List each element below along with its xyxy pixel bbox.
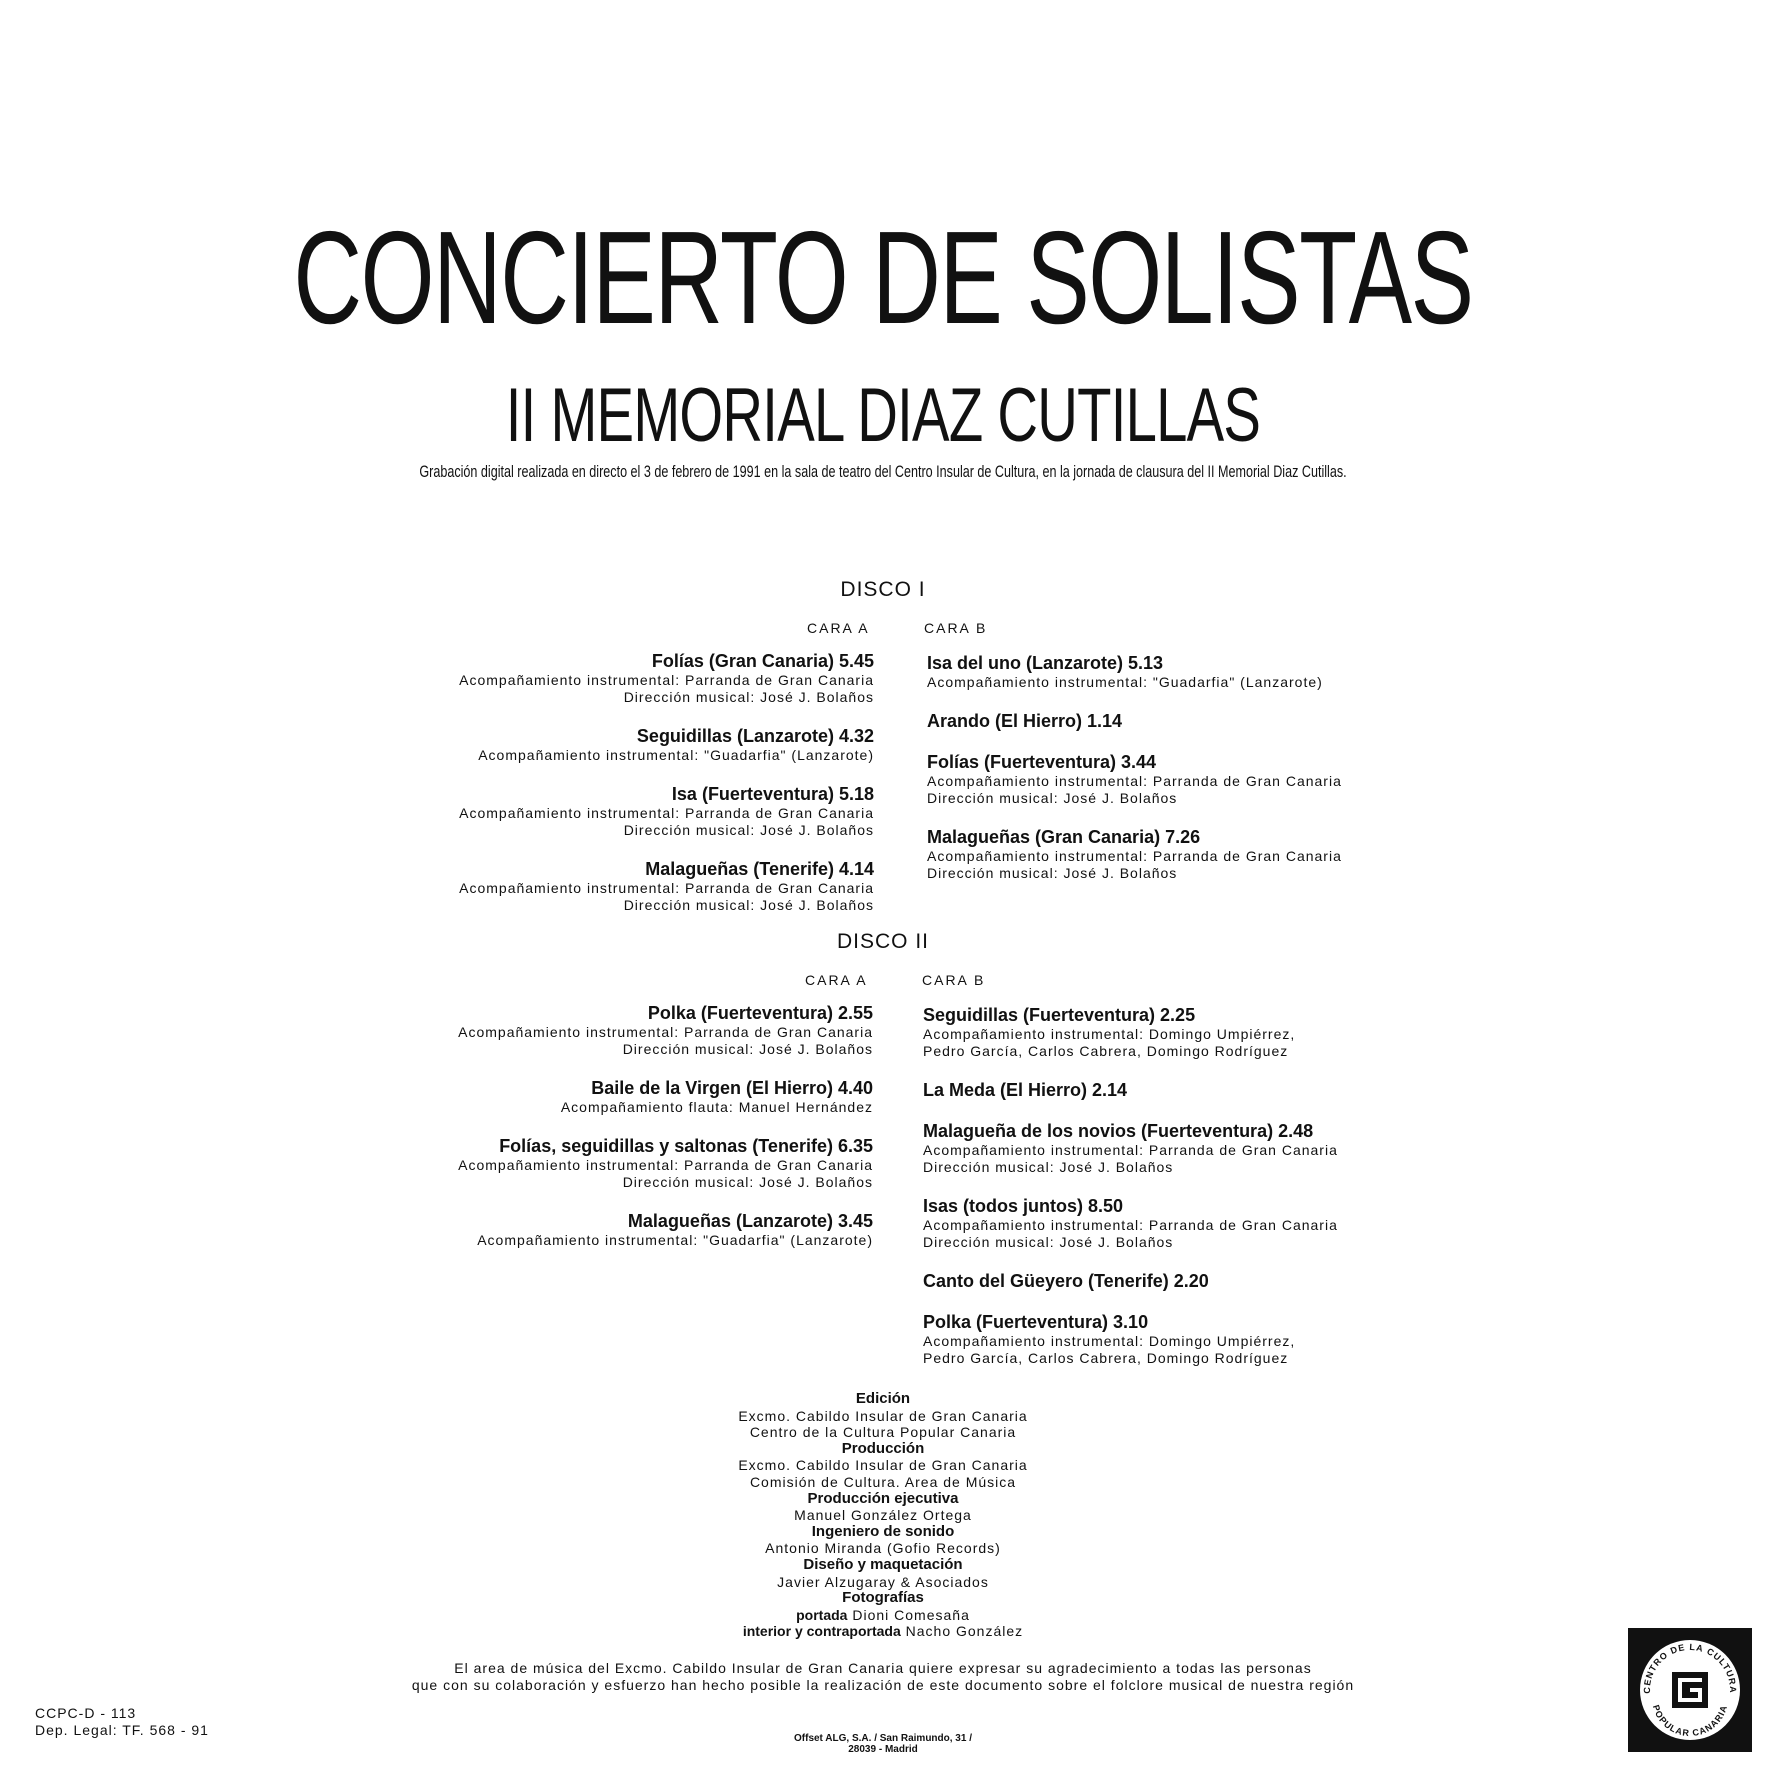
track-note: Acompañamiento instrumental: Parranda de Gran Canaria (458, 1024, 873, 1040)
printer-credit: Offset ALG, S.A. / San Raimundo, 31 / 28039 - Madrid (794, 1733, 972, 1755)
logo-text-bottom: POPULAR CANARIA (1650, 1703, 1730, 1739)
credit-line: Javier Alzugaray & Asociados (777, 1573, 989, 1590)
track-title: Malagueñas (Gran Canaria) 7.26 (927, 827, 1201, 847)
thanks-note (383, 1660, 1383, 1694)
track-note: Acompañamiento flauta: Manuel Hernández (560, 1099, 873, 1115)
credit-line-interior (583, 1623, 1183, 1640)
disco-2-heading: DISCO II (836, 930, 929, 953)
thanks-line: El area de música del Excmo. Cabildo Insular de Gran Canaria quiere expresar su agradecimiento a todas las personas (454, 1660, 1312, 1676)
track-item (404, 725, 874, 764)
track-note: Dirección musical: José J. Bolaños (622, 1041, 873, 1057)
track-title: Isas (todos juntos) 8.50 (923, 1196, 1124, 1216)
track-note: Acompañamiento instrumental: "Guadarfia" (Lanzarote) (478, 747, 874, 763)
credit-name: Nacho González (905, 1623, 1024, 1640)
track-note: Dirección musical: José J. Bolaños (927, 790, 1178, 806)
track-title: La Meda (El Hierro) 2.14 (923, 1080, 1128, 1100)
track-item (404, 783, 874, 839)
track-note: Dirección musical: José J. Bolaños (623, 822, 874, 838)
credit-heading-edicion: Edición (855, 1390, 911, 1407)
track-title: Seguidillas (Fuerteventura) 2.25 (923, 1005, 1196, 1025)
track-item (923, 1120, 1393, 1176)
track-title: Seguidillas (Lanzarote) 4.32 (636, 726, 874, 746)
disco-1-heading: DISCO I (840, 578, 926, 601)
track-title: Folías (Fuerteventura) 3.44 (927, 752, 1157, 772)
track-title: Isa del uno (Lanzarote) 5.13 (927, 653, 1164, 673)
track-note: Acompañamiento instrumental: Parranda de Gran Canaria (459, 880, 874, 896)
track-item (403, 1210, 873, 1249)
disco-1-side-a-tracks (404, 650, 874, 933)
disco-2-side-a-label: CARA A (805, 972, 868, 988)
track-note: Dirección musical: José J. Bolaños (923, 1159, 1174, 1175)
track-item (927, 751, 1397, 807)
track-item (403, 1077, 873, 1116)
disco-1-side-b-label: CARA B (924, 620, 988, 636)
track-item (927, 826, 1397, 882)
track-item (923, 1311, 1393, 1367)
credit-heading-ejecutiva: Producción ejecutiva (807, 1489, 959, 1507)
track-title: Malagueñas (Lanzarote) 3.45 (627, 1211, 873, 1231)
credit-label: portada (796, 1606, 848, 1623)
logo-text-top: CENTRO DE LA CULTURA (1641, 1641, 1739, 1694)
album-subtitle: II MEMORIAL DIAZ CUTILLAS (505, 373, 1261, 458)
credits-block (583, 1391, 1183, 1640)
credit-line: Manuel González Ortega (794, 1507, 972, 1524)
credit-line: Centro de la Cultura Popular Canaria (749, 1424, 1017, 1441)
track-title: Baile de la Virgen (El Hierro) 4.40 (591, 1078, 873, 1098)
track-note: Dirección musical: José J. Bolaños (927, 865, 1178, 881)
catalog-number: CCPC-D - 113 (35, 1705, 137, 1721)
track-title: Folías, seguidillas y saltonas (Tenerife) 6.35 (499, 1136, 873, 1156)
track-note: Acompañamiento instrumental: "Guadarfia" (Lanzarote) (927, 674, 1323, 690)
track-title: Arando (El Hierro) 1.14 (927, 711, 1123, 731)
track-note: Acompañamiento instrumental: Domingo Umpiérrez, (923, 1026, 1296, 1042)
track-item (927, 652, 1397, 691)
credit-heading-produccion: Producción (841, 1439, 925, 1457)
track-note: Dirección musical: José J. Bolaños (622, 1174, 873, 1190)
ccpc-logo-icon (1628, 1628, 1752, 1752)
track-note: Pedro García, Carlos Cabrera, Domingo Rodríguez (923, 1043, 1289, 1059)
credit-name: Dioni Comesaña (852, 1606, 970, 1623)
track-item (923, 1270, 1393, 1292)
track-note: Acompañamiento instrumental: Parranda de Gran Canaria (923, 1217, 1338, 1233)
track-note: Acompañamiento instrumental: Parranda de Gran Canaria (927, 848, 1342, 864)
credit-line: Antonio Miranda (Gofio Records) (765, 1540, 1001, 1557)
track-title: Polka (Fuerteventura) 3.10 (923, 1312, 1149, 1332)
credit-line: Excmo. Cabildo Insular de Gran Canaria (738, 1407, 1028, 1424)
disco-2-side-b-label: CARA B (922, 972, 986, 988)
catalog-info (35, 1705, 209, 1739)
credit-heading-sonido: Ingeniero de sonido (811, 1522, 955, 1540)
track-note: Dirección musical: José J. Bolaños (923, 1234, 1174, 1250)
track-item (403, 1002, 873, 1058)
track-note: Acompañamiento instrumental: Parranda de Gran Canaria (459, 672, 874, 688)
track-note: Acompañamiento instrumental: "Guadarfia" (Lanzarote) (477, 1232, 873, 1248)
album-title: CONCIERTO DE SOLISTAS (293, 204, 1473, 351)
track-note: Dirección musical: José J. Bolaños (623, 689, 874, 705)
track-title: Isa (Fuerteventura) 5.18 (671, 784, 874, 804)
track-title: Polka (Fuerteventura) 2.55 (647, 1003, 873, 1023)
track-note: Acompañamiento instrumental: Domingo Umpiérrez, (923, 1333, 1296, 1349)
credit-heading-diseno: Diseño y maquetación (803, 1555, 963, 1573)
track-item (923, 1195, 1393, 1251)
disco-2-side-b-tracks (923, 1004, 1393, 1386)
credit-heading-fotografias: Fotografías (842, 1589, 924, 1607)
credit-line-portada (583, 1607, 1183, 1624)
track-title: Malagueñas (Tenerife) 4.14 (645, 859, 874, 879)
track-item (923, 1004, 1393, 1060)
track-note: Acompañamiento instrumental: Parranda de Gran Canaria (458, 1157, 873, 1173)
credit-line: Excmo. Cabildo Insular de Gran Canaria (738, 1457, 1028, 1474)
track-item (923, 1079, 1393, 1101)
legal-deposit: Dep. Legal: TF. 568 - 91 (35, 1722, 209, 1738)
track-item (404, 858, 874, 914)
track-note: Acompañamiento instrumental: Parranda de Gran Canaria (459, 805, 874, 821)
credit-line: Comisión de Cultura. Area de Música (749, 1473, 1017, 1490)
track-item (927, 710, 1397, 732)
track-note: Acompañamiento instrumental: Parranda de Gran Canaria (927, 773, 1342, 789)
track-item (404, 650, 874, 706)
track-note: Dirección musical: José J. Bolaños (623, 897, 874, 913)
track-item (403, 1135, 873, 1191)
track-title: Folías (Gran Canaria) 5.45 (651, 651, 874, 671)
track-title: Canto del Güeyero (Tenerife) 2.20 (923, 1271, 1209, 1291)
track-note: Acompañamiento instrumental: Parranda de Gran Canaria (923, 1142, 1338, 1158)
disco-2-side-a-tracks (403, 1002, 873, 1268)
track-title: Malagueña de los novios (Fuerteventura) 2.48 (923, 1121, 1314, 1141)
disco-1-side-a-label: CARA A (807, 620, 870, 636)
track-note: Pedro García, Carlos Cabrera, Domingo Rodríguez (923, 1350, 1289, 1366)
thanks-line: que con su colaboración y esfuerzo han hecho posible la realización de este documento sobre el folclore musical de nuestra región (411, 1677, 1355, 1693)
credit-label: interior y contraportada (742, 1623, 901, 1640)
disco-1-side-b-tracks (927, 652, 1397, 901)
recording-note: Grabación digital realizada en directo el 3 de febrero de 1991 en la sala de teatro del Centro Insular de Cultura, en la jornada de clausura del II Memorial Diaz Cutillas. (419, 462, 1347, 481)
